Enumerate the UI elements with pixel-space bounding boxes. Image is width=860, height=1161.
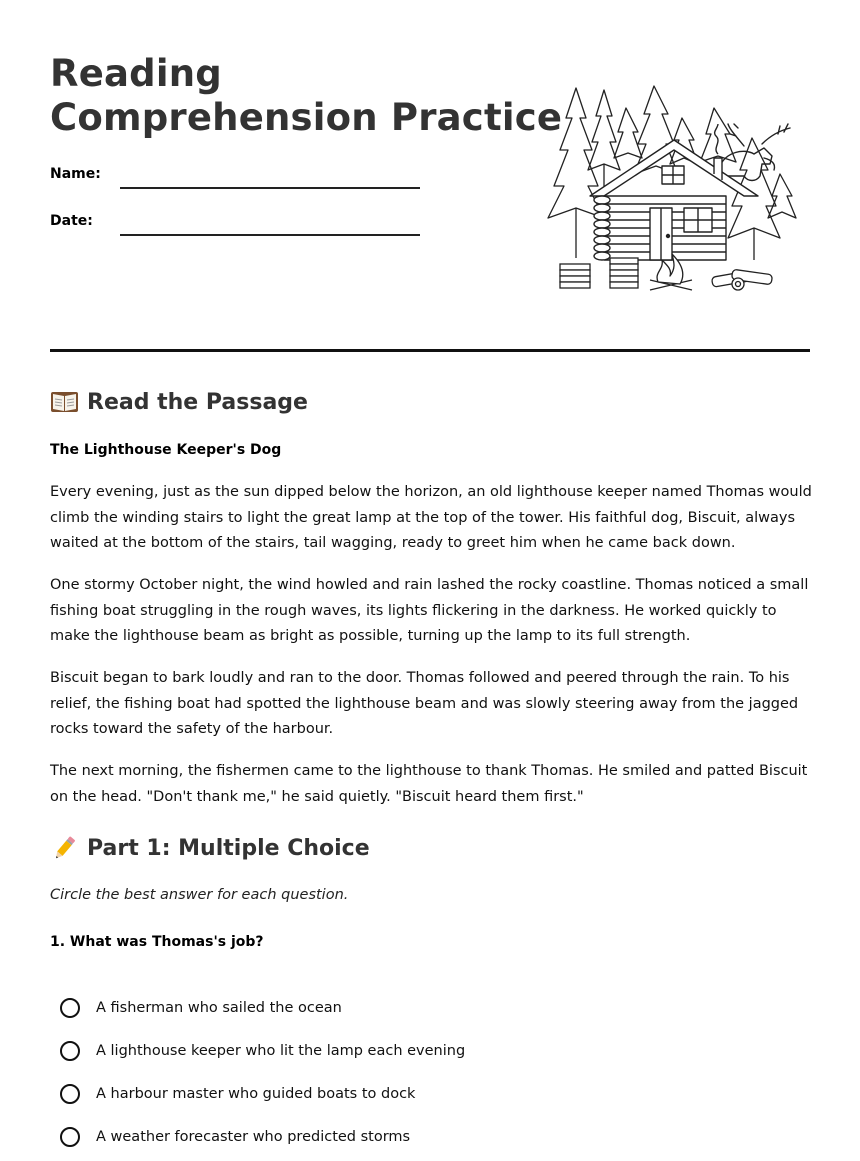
answer-circle[interactable] xyxy=(60,1041,80,1061)
option-label: A harbour master who guided boats to dock xyxy=(96,1086,416,1102)
answer-circle[interactable] xyxy=(60,1084,80,1104)
passage-heading-label: Read the Passage xyxy=(87,389,308,415)
title-line-2: Comprehension Practice xyxy=(50,96,563,139)
answer-circle[interactable] xyxy=(60,998,80,1018)
passage-paragraph-1: Every evening, just as the sun dipped below the horizon, an old lighthouse keeper named Thomas would climb the winding stairs to light the great lamp at the top of the tower. His faithful dog, Biscuit, always waited at the bottom of the stairs, tail wagging, ready to greet him when he came back down. xyxy=(50,484,812,551)
name-label: Name: xyxy=(50,166,101,182)
option-label: A lighthouse keeper who lit the lamp each evening xyxy=(96,1043,466,1059)
passage-paragraph-3: Biscuit began to bark loudly and ran to the door. Thomas followed and peered through the rain. To his relief, the fishing boat had spotted the lighthouse beam and was slowly steering away from the jagged rocks toward the safety of the harbour. xyxy=(50,670,799,737)
date-label: Date: xyxy=(50,213,93,229)
cabin-illustration xyxy=(532,78,802,304)
name-field-line[interactable] xyxy=(120,187,420,189)
worksheet-title xyxy=(50,52,562,140)
part1-heading xyxy=(50,835,370,861)
question-1-option-d[interactable] xyxy=(60,1127,410,1147)
header-divider xyxy=(50,349,810,352)
passage-title: The Lighthouse Keeper's Dog xyxy=(50,442,282,458)
pencil-icon xyxy=(50,835,79,861)
date-field-line[interactable] xyxy=(120,234,420,236)
option-label: A weather forecaster who predicted storms xyxy=(96,1129,411,1145)
question-1-option-c[interactable] xyxy=(60,1084,415,1104)
passage-paragraph-4: The next morning, the fishermen came to the lighthouse to thank Thomas. He smiled and patted Biscuit on the head. "Don't thank me," he said quietly. "Biscuit heard them first." xyxy=(50,763,808,805)
answer-circle[interactable] xyxy=(60,1127,80,1147)
question-1-option-b[interactable] xyxy=(60,1041,465,1061)
passage-paragraph-2: One stormy October night, the wind howled and rain lashed the rocky coastline. Thomas noticed a small fishing boat struggling in the rough waves, its lights flickering in the darkness. He worked quickly to make the lighthouse beam as bright as possible, turning up the lamp to its full strength. xyxy=(50,577,809,644)
log-cabin xyxy=(590,124,758,260)
moose xyxy=(719,124,790,181)
open-book-icon xyxy=(50,389,79,415)
option-label: A fisherman who sailed the ocean xyxy=(96,1000,342,1016)
question-1-text: 1. What was Thomas's job? xyxy=(50,934,264,950)
part1-heading-label: Part 1: Multiple Choice xyxy=(87,835,370,861)
question-1-option-a[interactable] xyxy=(60,998,342,1018)
passage-heading xyxy=(50,389,308,415)
part1-instructions: Circle the best answer for each question. xyxy=(50,887,349,903)
title-line-1: Reading xyxy=(50,52,222,95)
